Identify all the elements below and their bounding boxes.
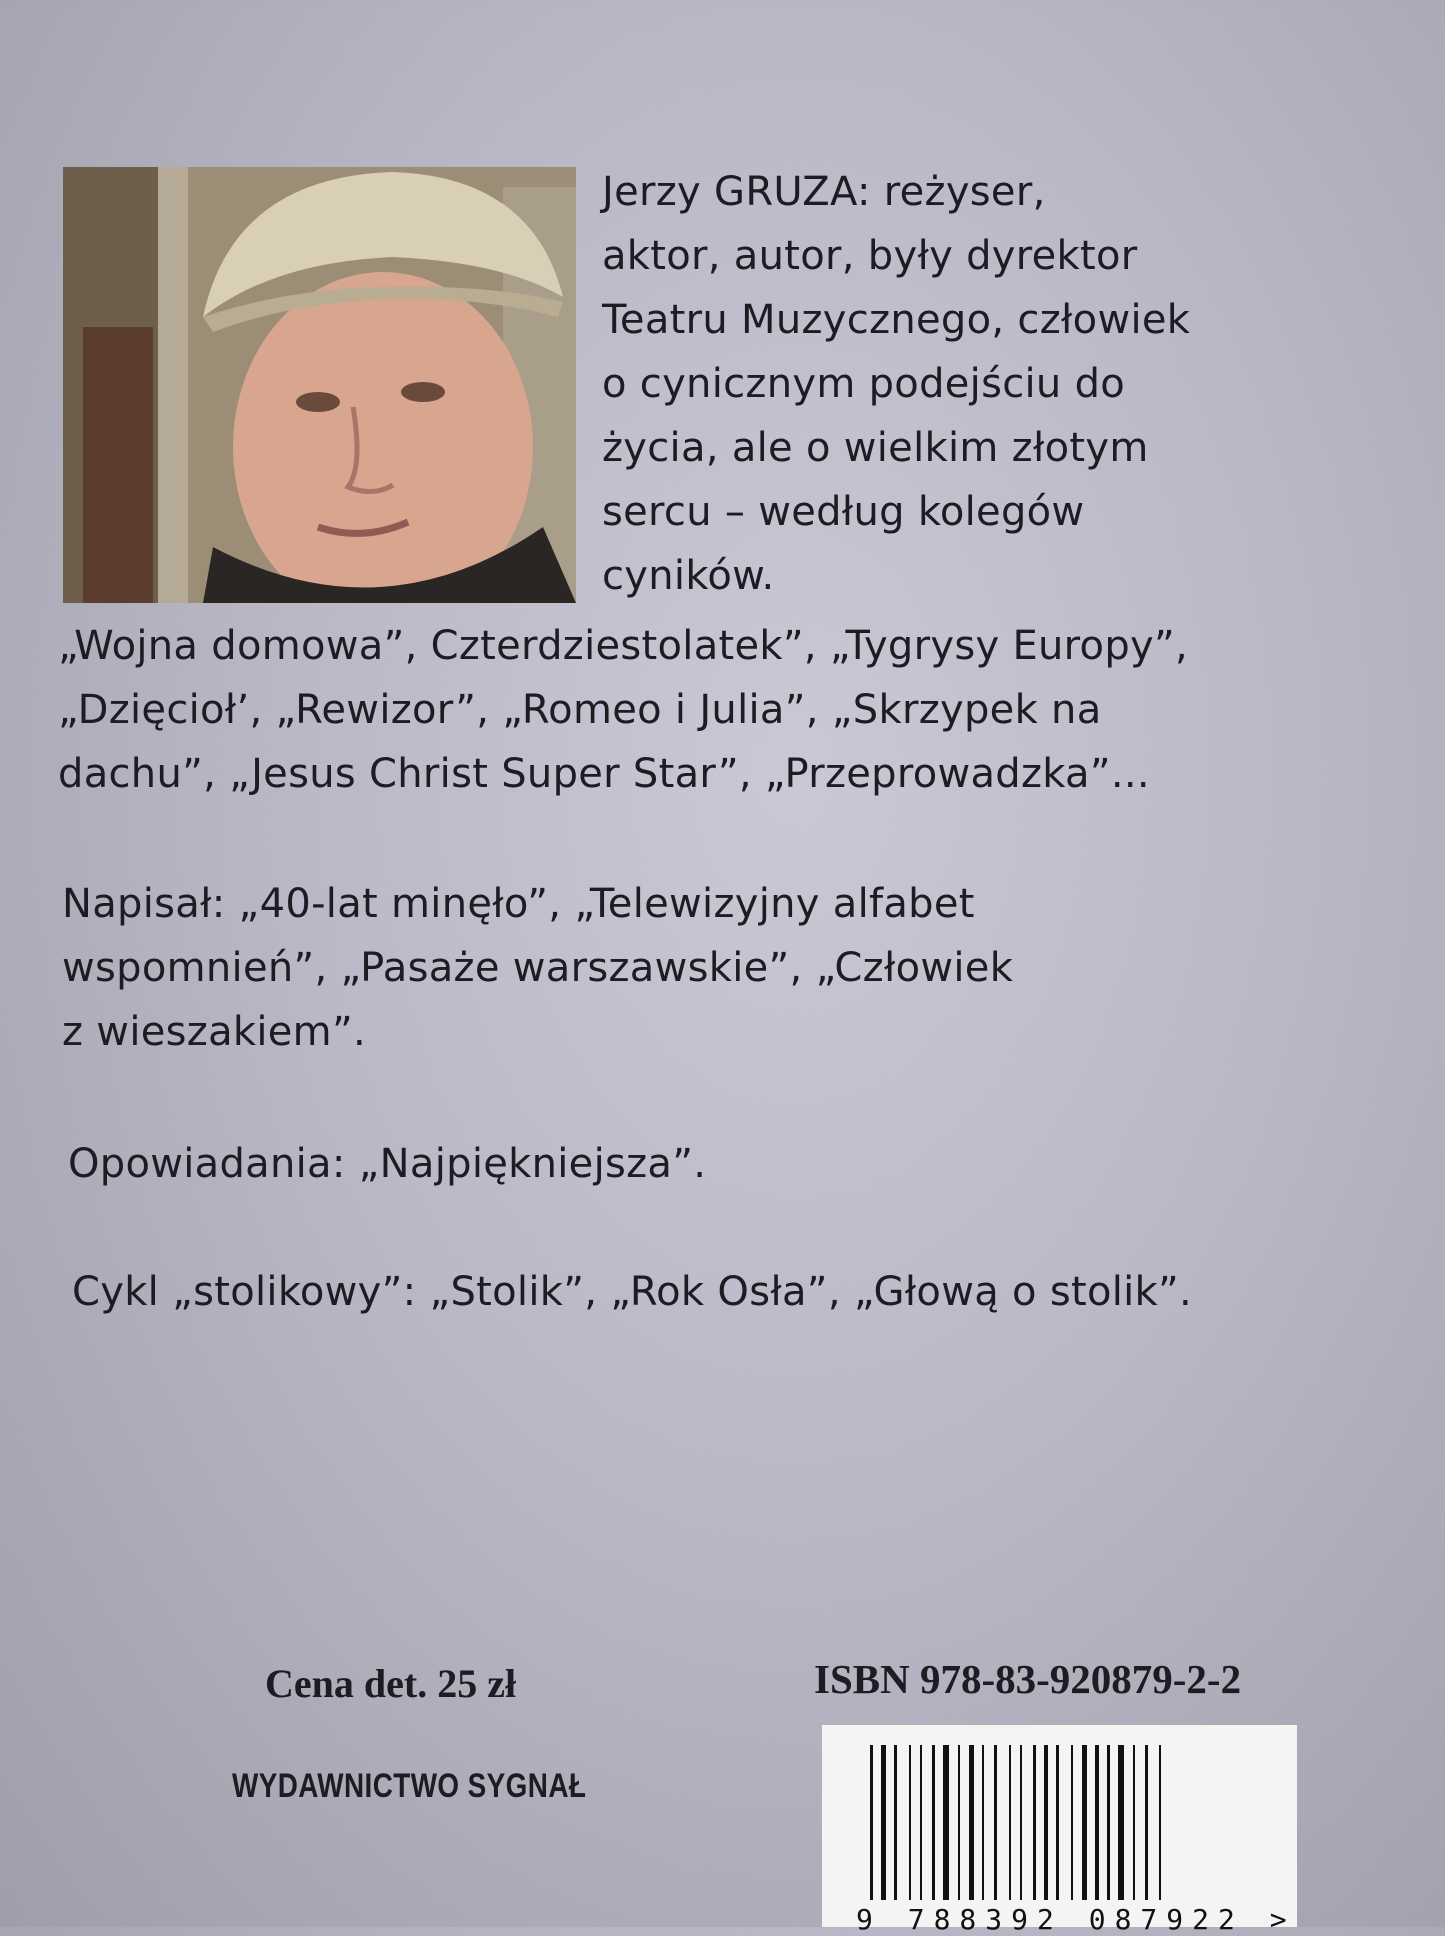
barcode-bar [1071,1745,1073,1900]
books-line: Napisał: „40-lat minęło”, „Telewizyjny alfabet [62,881,975,927]
works-line: „Dzięcioł’, „Rewizor”, „Romeo i Julia”, „Skrzypek na [58,687,1102,733]
books-line: wspomnień”, „Pasaże warszawskie”, „Człowiek [62,945,1014,991]
bio-line: Jerzy GRUZA: reżyser, [602,169,1046,215]
stories-paragraph: Opowiadania: „Najpiękniejsza”. [68,1141,707,1187]
barcode-bar [881,1745,886,1900]
barcode-bar [1082,1745,1087,1900]
bio-line: Teatru Muzycznego, człowiek [602,297,1191,343]
works-line: „Wojna domowa”, Czterdziestolatek”, „Tygrysy Europy”, [58,623,1189,669]
barcode-bar [1118,1745,1124,1900]
books-paragraph [62,872,1182,1064]
cycle-paragraph: Cykl „stolikowy”: „Stolik”, „Rok Osła”, „Głową o stolik”. [72,1269,1193,1315]
bio-line: o cynicznym podejściu do [602,361,1126,407]
barcode-bars [822,1725,1297,1900]
bio-line: cyników. [602,553,775,599]
barcode-bar [909,1745,911,1900]
author-bio [602,160,1302,608]
barcode-bar [969,1745,974,1900]
bio-line: życia, ale o wielkim złotym [602,425,1149,471]
barcode-bar [1159,1745,1161,1900]
barcode-bar [1033,1745,1036,1900]
barcode-bar [1056,1745,1059,1900]
barcode-bar [932,1745,935,1900]
works-paragraph [58,614,1398,806]
barcode-bar [1044,1745,1048,1900]
barcode-bar [870,1745,873,1900]
barcode-bar [1009,1745,1011,1900]
publisher-name: WYDAWNICTWO SYGNAŁ [232,1767,587,1805]
barcode-bar [1107,1745,1110,1900]
barcode-bar [982,1745,984,1900]
bio-line: sercu – według kolegów [602,489,1085,535]
author-photo [63,167,576,603]
barcode [822,1725,1297,1936]
barcode-bar [994,1745,997,1900]
barcode-bar [1095,1745,1099,1900]
retail-price: Cena det. 25 zł [265,1661,517,1706]
barcode-digits: 9 788392 087922 > [856,1903,1296,1936]
barcode-bar [943,1745,949,1900]
isbn-number: ISBN 978-83-920879-2-2 [814,1656,1242,1702]
barcode-bar [1145,1745,1148,1900]
barcode-bar [958,1745,960,1900]
barcode-bar [894,1745,897,1900]
barcode-bar [920,1745,922,1900]
barcode-bar [1133,1745,1135,1900]
works-line: dachu”, „Jesus Christ Super Star”, „Przeprowadzka”... [58,751,1150,797]
bio-line: aktor, autor, były dyrektor [602,233,1138,279]
barcode-bar [1020,1745,1022,1900]
books-line: z wieszakiem”. [62,1009,366,1055]
